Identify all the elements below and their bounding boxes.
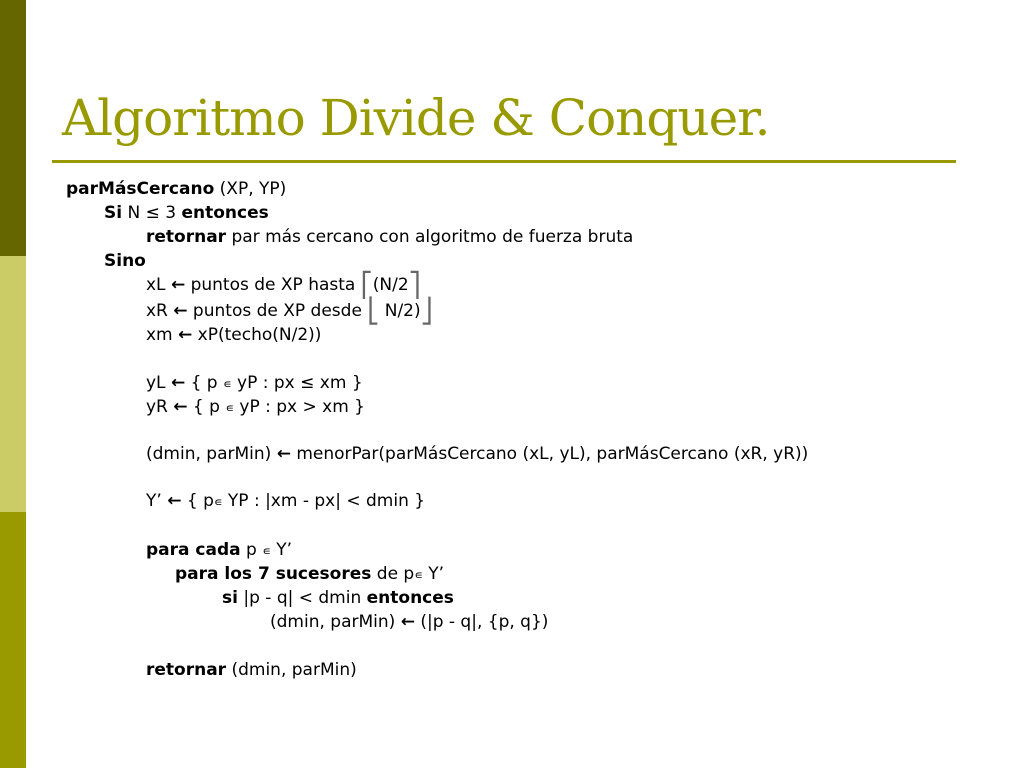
element-of-icon: ∊: [223, 377, 232, 391]
code-line-5: [146, 271, 421, 299]
arrow-icon: ←: [400, 612, 415, 632]
text: puntos de XP hasta: [185, 275, 361, 295]
code-line-12: [146, 539, 292, 562]
var-xl: xL: [146, 275, 171, 295]
code-line-4: [104, 250, 146, 272]
floor-left-bracket: ⎣: [367, 297, 380, 325]
text: Y’: [422, 564, 445, 584]
slide-title: Algoritmo Divide & Conquer.: [62, 89, 770, 147]
ceil-left-bracket: ⎡: [360, 271, 373, 299]
text: { p: [185, 373, 224, 393]
text: (N/2: [372, 275, 409, 295]
arrow-icon: ←: [178, 325, 193, 345]
code-line-15: [270, 611, 548, 633]
return-text: par más cercano con algoritmo de fuerza bruta: [226, 227, 634, 247]
text: (dmin, parMin): [226, 660, 357, 680]
text: menorPar(parMásCercano (xL, yL), parMásCercano (xR, yR)): [290, 444, 809, 464]
sidebar-block-top: [0, 0, 26, 256]
keyword-para-cada: para cada: [146, 540, 241, 560]
keyword-sino: Sino: [104, 251, 146, 271]
element-of-icon: ∊: [262, 544, 271, 558]
text: { p: [187, 397, 226, 417]
keyword-entonces: entonces: [366, 588, 454, 608]
code-line-13: [175, 563, 444, 586]
text: yP : px ≤ xm }: [231, 373, 363, 393]
var-xm: xm: [146, 325, 179, 345]
floor-right-bracket: ⎦: [420, 297, 433, 325]
sidebar-block-middle: [0, 256, 26, 512]
code-line-3: [146, 226, 633, 248]
var-y-prime: Y’: [146, 491, 168, 511]
text: xP(techo(N/2)): [192, 325, 322, 345]
condition: N ≤ 3: [122, 203, 182, 223]
text: YP : |xm - px| < dmin }: [222, 491, 426, 511]
text: (dmin, parMin): [146, 444, 277, 464]
code-line-8: [146, 372, 363, 395]
keyword-si: si: [222, 588, 238, 608]
code-line-9: [146, 396, 365, 419]
code-line-7: [146, 324, 321, 346]
keyword-entonces: entonces: [181, 203, 269, 223]
text: N/2): [379, 301, 421, 321]
arrow-icon: ←: [173, 301, 188, 321]
keyword-si: Si: [104, 203, 123, 223]
text: puntos de XP desde: [187, 301, 368, 321]
var-yr: yR: [146, 397, 174, 417]
text: p: [240, 540, 263, 560]
arrow-icon: ←: [276, 444, 291, 464]
keyword-retornar: retornar: [146, 660, 227, 680]
element-of-icon: ∊: [213, 495, 223, 509]
code-line-16: [146, 659, 357, 681]
text: Y’: [270, 540, 293, 560]
keyword-retornar: retornar: [146, 227, 227, 247]
element-of-icon: ∊: [225, 401, 234, 415]
text: (dmin, parMin): [270, 612, 401, 632]
sidebar-decoration: [0, 0, 26, 768]
element-of-icon: ∊: [414, 568, 423, 582]
keyword-para-los-sucesores: para los 7 sucesores: [175, 564, 372, 584]
var-xr: xR: [146, 301, 174, 321]
ceil-right-bracket: ⎤: [408, 271, 421, 299]
code-line-2: [104, 202, 269, 224]
code-line-1: [66, 178, 286, 200]
function-name: parMásCercano: [66, 179, 215, 199]
function-args: (XP, YP): [214, 179, 287, 199]
arrow-icon: ←: [170, 275, 186, 295]
sidebar-block-bottom: [0, 512, 26, 768]
var-yl: yL: [146, 373, 171, 393]
arrow-icon: ←: [167, 491, 182, 511]
text: |p - q| < dmin: [237, 588, 367, 608]
text: yP : px > xm }: [233, 397, 365, 417]
arrow-icon: ←: [173, 397, 188, 417]
arrow-icon: ←: [170, 373, 186, 393]
text: de p: [371, 564, 415, 584]
code-line-10: [146, 443, 808, 465]
code-line-11: [146, 490, 425, 513]
code-line-6: [146, 297, 433, 325]
text: (|p - q|, {p, q}): [414, 612, 549, 632]
code-line-14: [222, 587, 454, 609]
text: { p: [181, 491, 214, 511]
title-divider: [52, 160, 956, 163]
